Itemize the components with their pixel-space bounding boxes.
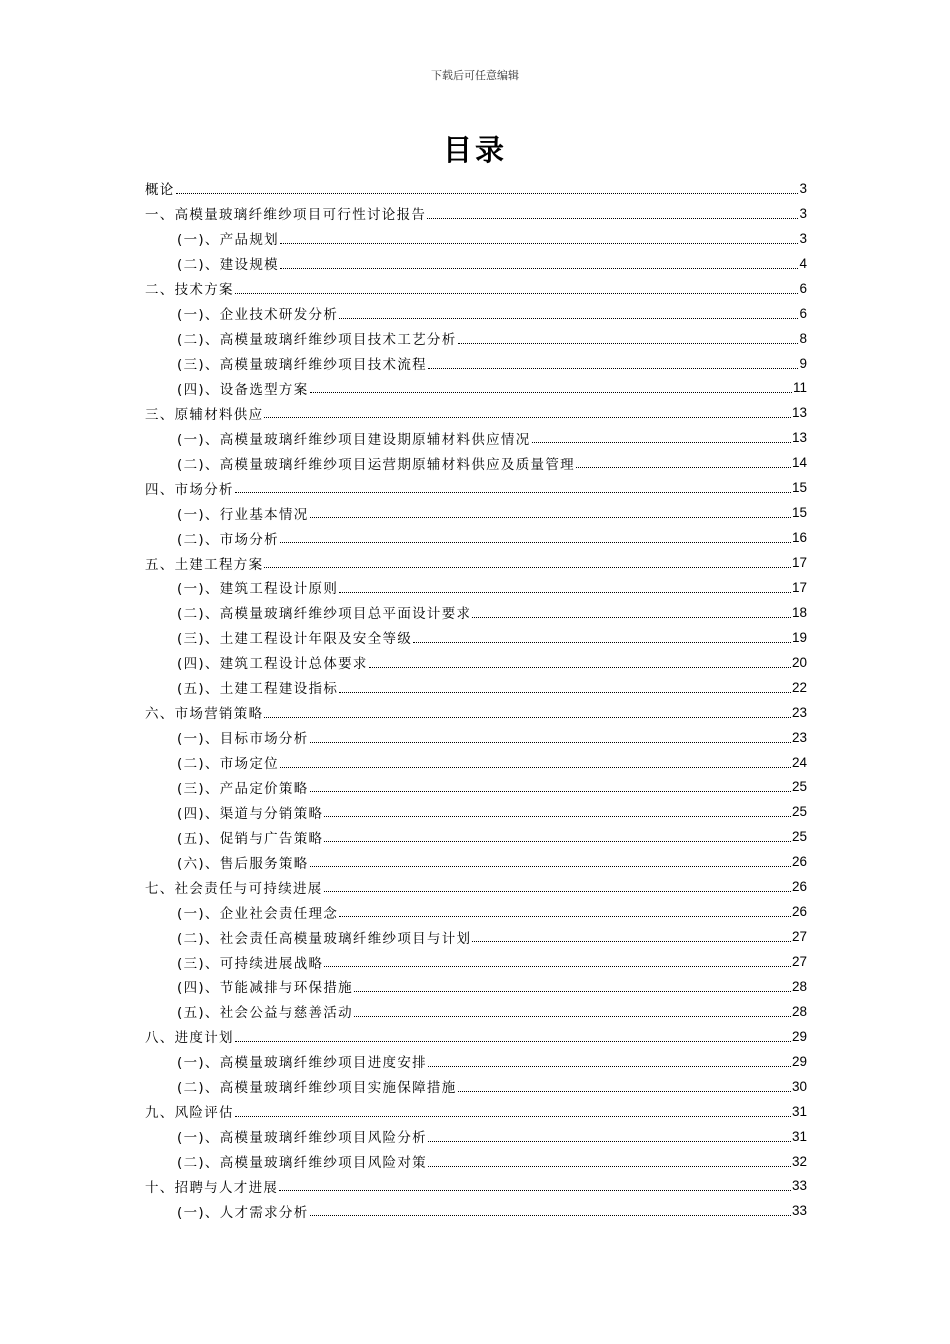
toc-entry[interactable]: [145, 899, 807, 924]
dot-leader: [310, 392, 792, 393]
toc-entry[interactable]: [145, 226, 807, 251]
toc-entry[interactable]: [145, 376, 807, 401]
toc-entry[interactable]: [145, 500, 807, 525]
toc-page-number: 18: [791, 604, 807, 620]
toc-entry-text: (一)、企业技术研发分析: [177, 307, 339, 324]
toc-page-number: 6: [799, 280, 807, 296]
toc-page-number: 28: [791, 1003, 807, 1019]
toc-entry[interactable]: [145, 425, 807, 450]
toc-page-number: 3: [799, 180, 807, 196]
toc-page-number: 28: [791, 978, 807, 994]
toc-entry[interactable]: [145, 301, 807, 326]
toc-page-number: 30: [791, 1078, 807, 1094]
toc-page-number: 29: [791, 1053, 807, 1069]
toc-entry[interactable]: [145, 1099, 807, 1124]
toc-entry-text: (二)、建设规模: [177, 257, 279, 274]
toc-entry-text: (二)、市场定位: [177, 756, 279, 773]
toc-entry-text: 概论: [145, 182, 175, 199]
toc-page-number: 16: [791, 530, 807, 546]
toc-entry[interactable]: [145, 600, 807, 625]
dot-leader: [428, 1066, 791, 1067]
toc-entry[interactable]: [145, 824, 807, 849]
dot-leader: [576, 467, 791, 468]
toc-page-number: 3: [799, 230, 807, 246]
toc-page-number: 17: [791, 579, 807, 595]
toc-entry[interactable]: [145, 974, 807, 999]
dot-leader: [310, 791, 791, 792]
dot-leader: [413, 642, 791, 643]
toc-entry[interactable]: [145, 201, 807, 226]
toc-entry-text: (一)、行业基本情况: [177, 506, 309, 523]
toc-entry[interactable]: [145, 775, 807, 800]
dot-leader: [310, 742, 791, 743]
dot-leader: [280, 268, 799, 269]
dot-leader: [310, 866, 791, 867]
dot-leader: [324, 816, 791, 817]
dot-leader: [324, 891, 791, 892]
dot-leader: [428, 368, 799, 369]
dot-leader: [280, 243, 799, 244]
toc-entry[interactable]: [145, 176, 807, 201]
toc-entry-text: (一)、人才需求分析: [177, 1204, 309, 1221]
toc-entry[interactable]: [145, 1149, 807, 1174]
toc-page-number: 11: [792, 380, 807, 396]
toc-entry[interactable]: [145, 550, 807, 575]
toc-entry-text: (一)、企业社会责任理念: [177, 905, 339, 922]
toc-entry[interactable]: [145, 675, 807, 700]
toc-page-number: 13: [791, 405, 807, 421]
toc-page-number: 24: [791, 754, 807, 770]
toc-page-number: 8: [799, 330, 807, 346]
table-of-contents: [145, 176, 807, 1223]
toc-entry[interactable]: [145, 1074, 807, 1099]
toc-entry[interactable]: [145, 849, 807, 874]
toc-entry[interactable]: [145, 326, 807, 351]
toc-page-number: 25: [791, 779, 807, 795]
toc-entry[interactable]: [145, 276, 807, 301]
toc-page-number: 23: [791, 704, 807, 720]
toc-entry[interactable]: [145, 1174, 807, 1199]
toc-page-number: 25: [791, 829, 807, 845]
toc-page-number: 17: [791, 555, 807, 571]
dot-leader: [176, 193, 799, 194]
toc-entry-text: (五)、土建工程建设指标: [177, 681, 339, 698]
toc-entry[interactable]: [145, 700, 807, 725]
toc-entry-text: 五、土建工程方案: [145, 556, 264, 573]
toc-page-number: 13: [791, 430, 807, 446]
toc-entry-text: 二、技术方案: [145, 282, 234, 299]
toc-entry[interactable]: [145, 874, 807, 899]
toc-page-number: 20: [791, 654, 807, 670]
dot-leader: [235, 1116, 791, 1117]
toc-page-number: 25: [791, 804, 807, 820]
dot-leader: [532, 442, 791, 443]
toc-entry-text: 六、市场营销策略: [145, 706, 264, 723]
toc-page-number: 22: [791, 679, 807, 695]
dot-leader: [428, 1141, 791, 1142]
toc-entry-text: (四)、节能减排与环保措施: [177, 980, 353, 997]
toc-entry-text: (一)、高模量玻璃纤维纱项目进度安排: [177, 1055, 427, 1072]
dot-leader: [339, 692, 791, 693]
toc-entry-text: (二)、高模量玻璃纤维纱项目技术工艺分析: [177, 332, 457, 349]
toc-page-number: 26: [791, 879, 807, 895]
dot-leader: [310, 517, 791, 518]
dot-leader: [339, 592, 791, 593]
toc-entry-text: (二)、高模量玻璃纤维纱项目实施保障措施: [177, 1080, 457, 1097]
toc-entry[interactable]: [145, 251, 807, 276]
toc-entry[interactable]: [145, 799, 807, 824]
toc-entry-text: (二)、高模量玻璃纤维纱项目运营期原辅材料供应及质量管理: [177, 456, 575, 473]
toc-page-number: 32: [791, 1153, 807, 1169]
toc-page-number: 26: [791, 904, 807, 920]
toc-entry-text: (五)、社会公益与慈善活动: [177, 1005, 353, 1022]
toc-page-number: 29: [791, 1028, 807, 1044]
toc-entry-text: (四)、渠道与分销策略: [177, 805, 324, 822]
page-title: 目录: [442, 133, 507, 167]
dot-leader: [369, 667, 791, 668]
toc-entry[interactable]: [145, 999, 807, 1024]
toc-entry-text: (一)、高模量玻璃纤维纱项目风险分析: [177, 1130, 427, 1147]
dot-leader: [428, 1166, 791, 1167]
dot-leader: [235, 1041, 791, 1042]
toc-entry-text: (一)、目标市场分析: [177, 731, 309, 748]
toc-entry-text: (一)、建筑工程设计原则: [177, 581, 339, 598]
toc-entry[interactable]: [145, 400, 807, 425]
toc-entry-text: (二)、市场分析: [177, 531, 279, 548]
toc-entry-text: (二)、高模量玻璃纤维纱项目总平面设计要求: [177, 606, 472, 623]
toc-page-number: 27: [791, 954, 807, 970]
toc-page-number: 6: [799, 305, 807, 321]
toc-entry-text: (二)、社会责任高模量玻璃纤维纱项目与计划: [177, 930, 472, 947]
dot-leader: [339, 318, 798, 319]
toc-page-number: 31: [791, 1128, 807, 1144]
toc-entry-text: 十、招聘与人才进展: [145, 1179, 279, 1196]
toc-page-number: 33: [791, 1178, 807, 1194]
dot-leader: [324, 841, 791, 842]
toc-entry-text: (一)、产品规划: [177, 232, 279, 249]
toc-entry-text: 九、风险评估: [145, 1105, 234, 1122]
dot-leader: [235, 293, 799, 294]
toc-entry[interactable]: [145, 650, 807, 675]
toc-entry-text: (一)、高模量玻璃纤维纱项目建设期原辅材料供应情况: [177, 431, 531, 448]
toc-page-number: 19: [791, 629, 807, 645]
dot-leader: [472, 941, 791, 942]
toc-page-number: 3: [799, 205, 807, 221]
dot-leader: [458, 1091, 791, 1092]
toc-entry[interactable]: [145, 525, 807, 550]
toc-entry-text: (二)、高模量玻璃纤维纱项目风险对策: [177, 1155, 427, 1172]
toc-page-number: 31: [791, 1103, 807, 1119]
dot-leader: [472, 617, 791, 618]
toc-page-number: 15: [791, 505, 807, 521]
dot-leader: [458, 343, 799, 344]
toc-entry[interactable]: [145, 351, 807, 376]
toc-page-number: 14: [791, 455, 807, 471]
toc-entry-text: 一、高模量玻璃纤维纱项目可行性讨论报告: [145, 207, 427, 224]
toc-entry-text: (五)、促销与广告策略: [177, 830, 324, 847]
dot-leader: [264, 717, 791, 718]
toc-page-number: 33: [791, 1203, 807, 1219]
toc-entry[interactable]: [145, 1124, 807, 1149]
toc-page-number: 15: [791, 480, 807, 496]
toc-entry[interactable]: [145, 1198, 807, 1223]
toc-entry[interactable]: [145, 475, 807, 500]
toc-page-number: 9: [799, 355, 807, 371]
toc-entry[interactable]: [145, 924, 807, 949]
toc-entry[interactable]: [145, 450, 807, 475]
toc-entry[interactable]: [145, 1049, 807, 1074]
toc-page-number: 26: [791, 854, 807, 870]
toc-entry-text: 八、进度计划: [145, 1030, 234, 1047]
toc-page-number: 27: [791, 929, 807, 945]
toc-entry-text: (四)、设备选型方案: [177, 381, 309, 398]
toc-entry-text: (三)、土建工程设计年限及安全等级: [177, 631, 413, 648]
toc-entry[interactable]: [145, 725, 807, 750]
toc-entry-text: (三)、产品定价策略: [177, 780, 309, 797]
dot-leader: [280, 767, 791, 768]
dot-leader: [264, 417, 791, 418]
dot-leader: [354, 1016, 791, 1017]
toc-page-number: 23: [791, 729, 807, 745]
toc-entry-text: 四、市场分析: [145, 481, 234, 498]
dot-leader: [324, 966, 791, 967]
toc-entry[interactable]: [145, 575, 807, 600]
toc-entry-text: 七、社会责任与可持续进展: [145, 880, 323, 897]
dot-leader: [235, 492, 791, 493]
dot-leader: [279, 1190, 791, 1191]
toc-entry[interactable]: [145, 1024, 807, 1049]
dot-leader: [427, 218, 798, 219]
dot-leader: [280, 542, 791, 543]
toc-entry-text: (三)、可持续进展战略: [177, 955, 324, 972]
toc-entry-text: (六)、售后服务策略: [177, 855, 309, 872]
dot-leader: [339, 916, 791, 917]
toc-page-number: 4: [799, 255, 807, 271]
dot-leader: [354, 991, 791, 992]
toc-entry[interactable]: [145, 750, 807, 775]
dot-leader: [310, 1215, 791, 1216]
toc-entry-text: 三、原辅材料供应: [145, 406, 264, 423]
toc-entry-text: (四)、建筑工程设计总体要求: [177, 656, 368, 673]
dot-leader: [264, 567, 791, 568]
header-note: 下载后可任意编辑: [431, 69, 519, 82]
toc-entry[interactable]: [145, 949, 807, 974]
toc-entry-text: (三)、高模量玻璃纤维纱项目技术流程: [177, 357, 427, 374]
toc-entry[interactable]: [145, 625, 807, 650]
